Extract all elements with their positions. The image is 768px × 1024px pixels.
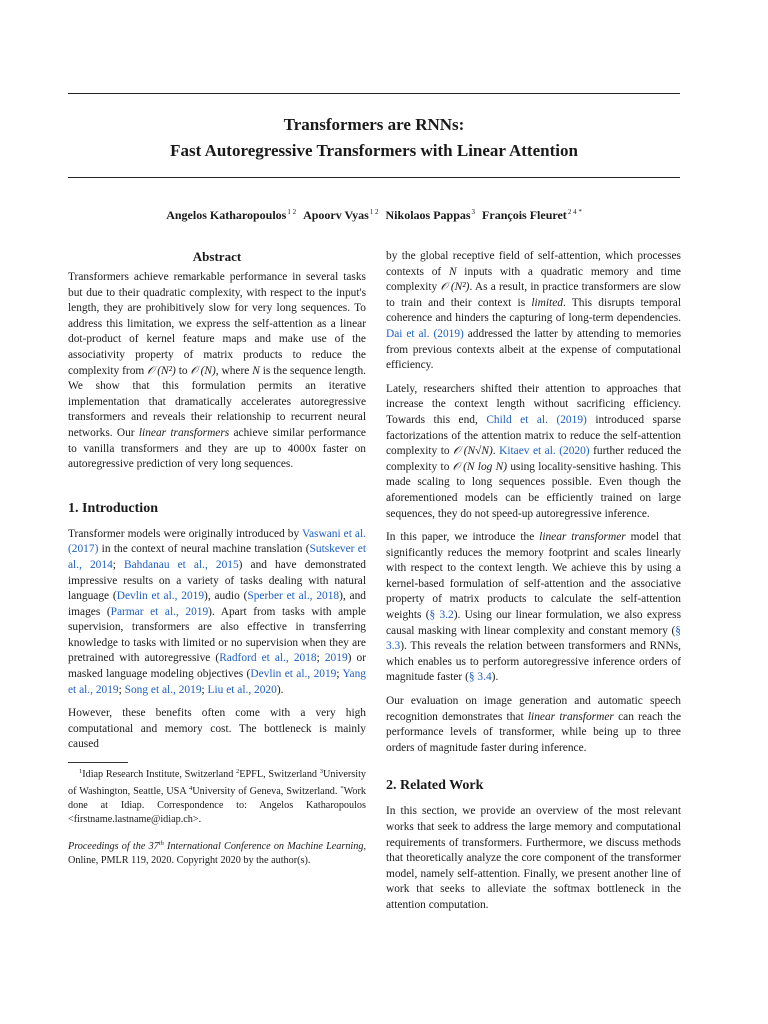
citation-link[interactable]: Radford et al., 2018 (219, 652, 317, 665)
math-expression: 𝒪 (N√N) (453, 445, 493, 458)
author-list (68, 203, 680, 224)
math-expression: 𝒪 (N) (190, 364, 216, 377)
title-line-1: Transformers are RNNs: (283, 115, 465, 134)
related-work-heading: 2. Related Work (386, 778, 484, 794)
citation-link[interactable]: Song et al., 2019 (124, 683, 202, 696)
abstract-heading: Abstract (192, 249, 242, 264)
citation-link[interactable]: Yang et al., 2019 (68, 668, 366, 696)
author: Apoorv Vyas$^{1 2}$ (303, 208, 379, 222)
left-column (68, 248, 366, 868)
abstract-text: Transformers achieve remarkable performance in several tasks but due to their quadratic complexity, with respect to the input's length, they are prohibitively slow for very long sequences. To address this limitation, we express the self-attention as a linear dot-product of kernel feature maps and make use of the associativity property of matrix products to reduce the complexity from 𝒪 (N²) to 𝒪 (N), where N is the sequence length. We show that this formulation permits an iterative implementation that dramatically accelerates autoregressive transformers and reveals their relationship to recurrent neural networks. Our linear transformers achieve similar performance to vanilla transformers and they are up to 4000x faster on autoregressive prediction of very long sequences. (68, 271, 367, 471)
author: Nikolaos Pappas$^3$ (385, 208, 476, 222)
citation-link[interactable]: Sperber et al., 2018 (247, 590, 340, 603)
introduction-heading: 1. Introduction (68, 500, 158, 516)
section-reference-link[interactable]: § 3.2 (429, 609, 454, 622)
section-reference-link[interactable]: § 3.4 (468, 671, 492, 684)
right-column (386, 249, 681, 914)
intro-paragraph-1: Transformer models were originally introduced by Vaswani et al. (2017) in the context of neural machine translation (Sutskever et al., 2014; Bahdanau et al., 2015) and have demonstrated impressive results on a variety of tasks dealing with natural language (Devlin et al., 2019), audio (Sperber et al., 2018), and images (Parmar et al., 2019). Apart from tasks with ample supervision, transformers are also effective in transferring knowledge to tasks with limited or no supervision when they are pretrained with autoregressive (Radford et al., 2018; 2019) or masked language modeling objectives (Devlin et al., 2019; Yang et al., 2019; Song et al., 2019; Liu et al., 2020). (68, 527, 366, 696)
section-reference-link[interactable]: § 3.3 (386, 624, 681, 653)
proceedings-note: Proceedings of the 37th International Conference on Machine Learning, Online, PMLR 119, 2020. Copyright 2020 by the author(s). (68, 840, 366, 867)
top-rule (68, 93, 680, 94)
citation-link[interactable]: Child et al. (2019) (486, 413, 587, 426)
paper-title (68, 112, 680, 164)
math-expression: 𝒪 (N log N) (452, 460, 508, 473)
citation-link[interactable]: 2019 (324, 652, 348, 665)
citation-link[interactable]: Liu et al., 2020 (207, 683, 277, 696)
affiliations-footnote: $^1$Idiap Research Institute, Switzerland $^2$EPFL, Switzerland $^3$University of Washington, Seattle, USA $^4$University of Geneva, Switzerland. *Work done at Idiap. Correspondence to: Angelos Katharopoulos <firstname.lastname@idiap.ch>. (68, 768, 367, 826)
title-line-2: Fast Autoregressive Transformers with Linear Attention (170, 141, 578, 160)
citation-link[interactable]: Vaswani et al. (2017) (68, 527, 366, 556)
intro-paragraph-4: Lately, researchers shifted their attention to approaches that increase the context length without sacrificing efficiency. Towards this end, Child et al. (2019) introduced sparse factorizations of the attention matrix to reduce the self-attention complexity to 𝒪 (N√N). Kitaev et al. (2020) further reduced the complexity to 𝒪 (N log N) using locality-sensitive hashing. This made scaling to long sequences possible. Even though the aforementioned models can be efficiently trained on large sequences, they do not speed-up autoregressive inference. (386, 382, 682, 520)
citation-link[interactable]: Sutskever et al., 2014 (68, 543, 366, 571)
footnote-rule (68, 762, 128, 763)
title-bottom-rule (68, 177, 680, 178)
author: François Fleuret$^{2 4 *}$ (482, 208, 582, 222)
related-work-paragraph: In this section, we provide an overview of the most relevant works that seek to address the large memory and computational requirements of transformers. Furthermore, we discuss methods that theoretically analyze the core component of the transformer model, namely self-attention. Finally, we present another line of work that seeks to alleviate the softmax bottleneck in the attention computation. (386, 805, 681, 911)
citation-link[interactable]: Kitaev et al. (2020) (499, 445, 590, 458)
citation-link[interactable]: Devlin et al., 2019 (250, 668, 337, 681)
intro-paragraph-6: Our evaluation on image generation and automatic speech recognition demonstrates that linear transformer can reach the performance levels of transformer, while being up to three orders of magnitude faster during inference. (386, 695, 682, 754)
citation-link[interactable]: Parmar et al., 2019 (110, 605, 209, 618)
intro-paragraph-3: by the global receptive field of self-attention, which processes contexts of N inputs with a quadratic memory and time complexity 𝒪 (N²). As a result, in practice transformers are slow to train and their context is limited. This disrupts temporal coherence and hinders the capturing of long-term dependencies. Dai et al. (2019) addressed the latter by attending to memories from previous contexts albeit at the expense of computational efficiency. (386, 250, 681, 372)
citation-link[interactable]: Bahdanau et al., 2015 (124, 558, 239, 571)
citation-link[interactable]: Dai et al. (2019) (386, 327, 464, 340)
intro-paragraph-5: In this paper, we introduce the linear transformer model that significantly reduces the memory footprint and scales linearly with respect to the context length. We achieve this by using a kernel-based formulation of self-attention and the associative property of matrix products to calculate the self-attention weights (§ 3.2). Using our linear formulation, we also express causal masking with linear complexity and constant memory (§ 3.3). This reveals the relation between transformers and RNNs, which enables us to perform autoregressive inference orders of magnitude faster (§ 3.4). (386, 531, 682, 684)
citation-link[interactable]: Devlin et al., 2019 (116, 590, 205, 603)
math-expression: 𝒪 (N²) (440, 281, 470, 294)
intro-paragraph-2: However, these benefits often come with a very high computational and memory cost. The bottleneck is mainly caused (68, 707, 366, 751)
author: Angelos Katharopoulos$^{1 2}$ (166, 208, 297, 222)
math-expression: N (252, 364, 260, 377)
math-expression: 𝒪 (N²) (147, 364, 176, 377)
math-expression: N (448, 265, 457, 278)
